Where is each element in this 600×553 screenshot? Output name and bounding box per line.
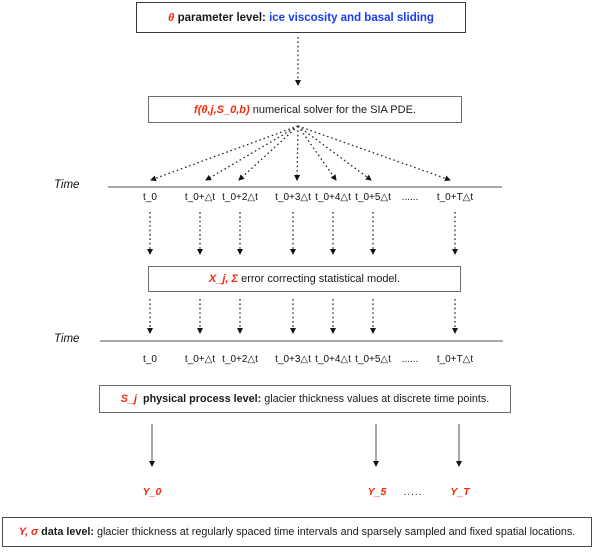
tick-label: t_0+T△t [436,192,474,203]
parameter-level-value: ice viscosity and basal sliding [269,11,434,24]
process-symbol: S_j [120,393,137,405]
tick-label: t_0+△t [184,192,216,203]
tick-label: t_0+5△t [355,354,391,365]
timeline1-to-errormodel-arrows [150,212,455,254]
solver-fan-arrows [151,126,450,180]
tick-label: t_0+3△t [275,354,311,365]
observation-label-y0: Y_0 [142,486,162,498]
parameter-level-title: parameter level: [177,11,266,24]
parameter-level-box [136,2,466,33]
tick-label: t_0+3△t [275,192,311,203]
process-level-text: glacier thickness values at discrete time points. [264,393,490,405]
process-to-observation-arrows [152,424,459,466]
tick-label: t_0+2△t [222,354,258,365]
process-level-title: physical process level: [142,393,262,405]
tick-label: t_0+△t [184,354,216,365]
error-model-symbol: X_j, Σ [208,273,239,285]
tick-label: t_0+4△t [315,192,351,203]
tick-ellipsis: ...... [401,192,419,203]
theta-symbol: θ [168,11,175,24]
observation-label-y5: Y_5 [367,486,387,498]
data-level-title: data level: [41,526,94,538]
tick-label: t_0+T△t [436,354,474,365]
tick-label: t_0 [143,192,157,203]
solver-text: numerical solver for the SIA PDE. [252,103,416,116]
time-axis-2-label: Time [54,333,80,345]
observation-label-yt: Y_T [450,486,470,498]
data-level-box [2,517,592,547]
tick-label: t_0+5△t [355,192,391,203]
solver-symbol: f(θ,j,S_0,b) [194,103,250,116]
observation-ellipsis: ..... [403,487,423,498]
error-model-text: error correcting statistical model. [241,273,401,285]
solver-box [148,96,462,123]
error-model-box [148,266,461,292]
tick-ellipsis: ...... [401,354,419,365]
tick-label: t_0 [143,354,157,365]
data-level-text: glacier thickness at regularly spaced time intervals and sparsely sampled and fixed spatial locations. [96,526,576,538]
errormodel-to-timeline2-arrows [150,299,455,333]
tick-label: t_0+2△t [222,192,258,203]
data-level-symbol: Y, σ [18,526,39,538]
tick-label: t_0+4△t [315,354,351,365]
process-level-box [99,385,511,413]
time-axis-1-label: Time [54,179,80,191]
